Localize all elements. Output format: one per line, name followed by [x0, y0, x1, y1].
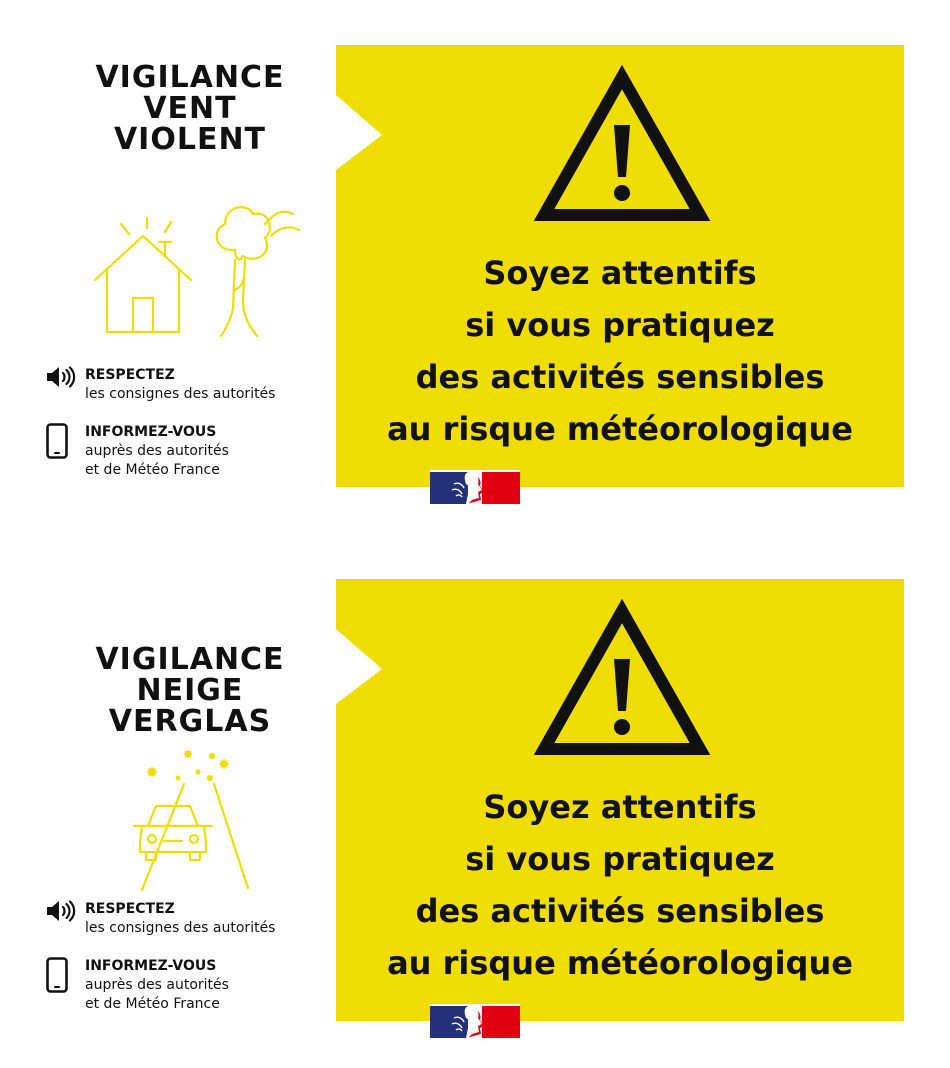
message-line: des activités sensibles: [415, 358, 825, 396]
info-text: auprès des autorités: [85, 977, 229, 993]
smartphone-icon: [46, 423, 68, 459]
message-line: des activités sensibles: [415, 892, 825, 930]
message-line: si vous pratiquez: [465, 840, 775, 878]
info-text: et de Météo France: [85, 996, 220, 1012]
title-line: VIOLENT: [113, 122, 267, 157]
vigilance-title: [40, 644, 340, 737]
message-line: si vous pratiquez: [465, 306, 775, 344]
warning-message: [336, 781, 904, 989]
vigilance-title: [40, 62, 340, 155]
message-line: au risque météorologique: [387, 944, 853, 982]
info-heading: INFORMEZ-VOUS: [85, 958, 217, 974]
title-line: VERGLAS: [108, 704, 272, 739]
vigilance-card-wind: [0, 0, 950, 480]
warning-triangle-icon: [534, 65, 710, 225]
warning-message: [336, 247, 904, 455]
vigilance-card-snow: [0, 534, 950, 1014]
title-line: VIGILANCE: [95, 60, 285, 95]
message-line: Soyez attentifs: [483, 254, 757, 292]
warning-triangle-icon: [534, 599, 710, 759]
warning-panel: [336, 579, 904, 1021]
car-snow-road-icon: [90, 744, 310, 904]
card-left-column: [40, 0, 340, 480]
message-line: au risque météorologique: [387, 410, 853, 448]
marianne-flag-logo: [430, 470, 520, 506]
title-line: NEIGE: [136, 673, 244, 708]
title-line: VENT: [143, 91, 237, 126]
info-text: et de Météo France: [85, 462, 220, 478]
message-line: Soyez attentifs: [483, 788, 757, 826]
info-text: auprès des autorités: [85, 443, 229, 459]
card-left-column: [40, 534, 340, 1014]
info-heading: RESPECTEZ: [85, 901, 175, 917]
info-text: les consignes des autorités: [85, 386, 276, 402]
smartphone-icon: [46, 957, 68, 993]
info-heading: INFORMEZ-VOUS: [85, 424, 217, 440]
info-text: les consignes des autorités: [85, 920, 276, 936]
speaker-icon: [46, 366, 76, 388]
info-heading: RESPECTEZ: [85, 367, 175, 383]
warning-panel: [336, 45, 904, 487]
title-line: VIGILANCE: [95, 642, 285, 677]
marianne-flag-logo: [430, 1004, 520, 1040]
speaker-icon: [46, 900, 76, 922]
house-tree-wind-icon: [85, 180, 305, 340]
